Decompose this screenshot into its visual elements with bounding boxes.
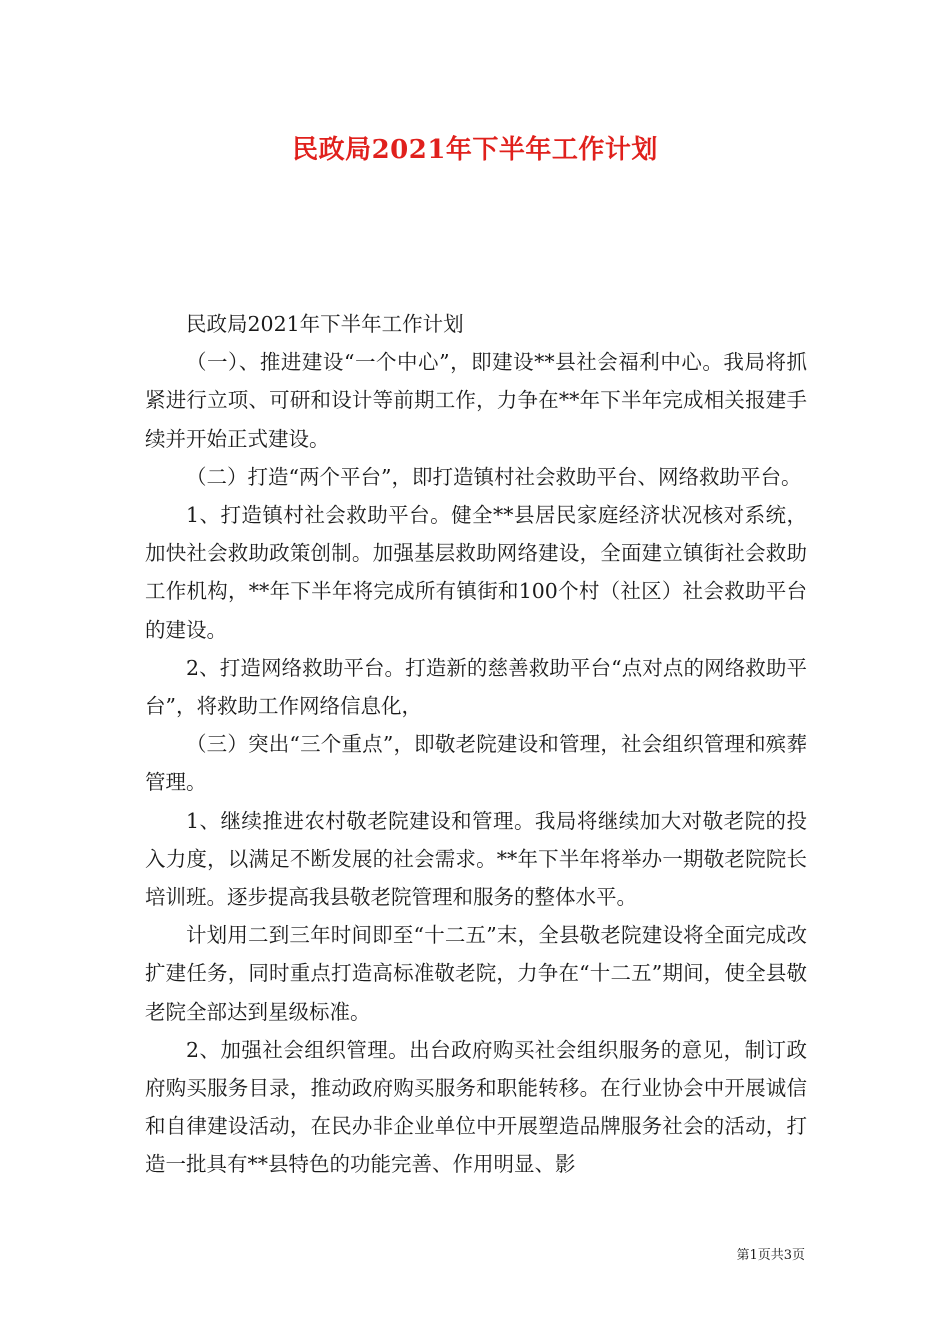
paragraph: （三）突出“三个重点”，即敬老院建设和管理，社会组织管理和殡葬管理。: [145, 732, 807, 795]
paragraph: 1、继续推进农村敬老院建设和管理。我局将继续加大对敬老院的投入力度，以满足不断发展的社会需求。**年下半年将举办一期敬老院院长培训班。逐步提高我县敬老院管理和服务的整体水平。: [145, 808, 807, 910]
paragraph: （一）、推进建设“一个中心”，即建设**县社会福利中心。我局将抓紧进行立项、可研和设计等前期工作，力争在**年下半年完成相关报建手续并开始正式建设。: [145, 350, 807, 451]
page-number-footer: 第1页共3页: [736, 1248, 805, 1263]
page-title: 民政局2021年下半年工作计划: [292, 135, 658, 165]
paragraph: 2、加强社会组织管理。出台政府购买社会组织服务的意见，制订政府购买服务目录，推动政府购买服务和职能转移。在行业协会中开展诚信和自律建设活动，在民办非企业单位中开展塑造品牌服务社会的活动，打造一批具有**县特色的功能完善、作用明显、影: [145, 1037, 807, 1177]
paragraph: 1、打造镇村社会救助平台。健全**县居民家庭经济状况核对系统，加快社会救助政策创制。加强基层救助网络建设，全面建立镇街社会救助工作机构，**年下半年将完成所有镇街和100个村（社区）社会救助平台的建设。: [145, 503, 807, 642]
paragraph: （二）打造“两个平台”，即打造镇村社会救助平台、网络救助平台。: [186, 464, 802, 489]
paragraph-heading: 民政局2021年下半年工作计划: [186, 312, 464, 336]
paragraph: 2、打造网络救助平台。打造新的慈善救助平台“点对点的网络救助平台”，将救助工作网络信息化，: [145, 655, 807, 719]
document-body: [145, 305, 807, 1184]
paragraph: 计划用二到三年时间即至“十二五”末，全县敬老院建设将全面完成改扩建任务，同时重点打造高标准敬老院，力争在“十二五”期间，使全县敬老院全部达到星级标准。: [145, 923, 807, 1024]
